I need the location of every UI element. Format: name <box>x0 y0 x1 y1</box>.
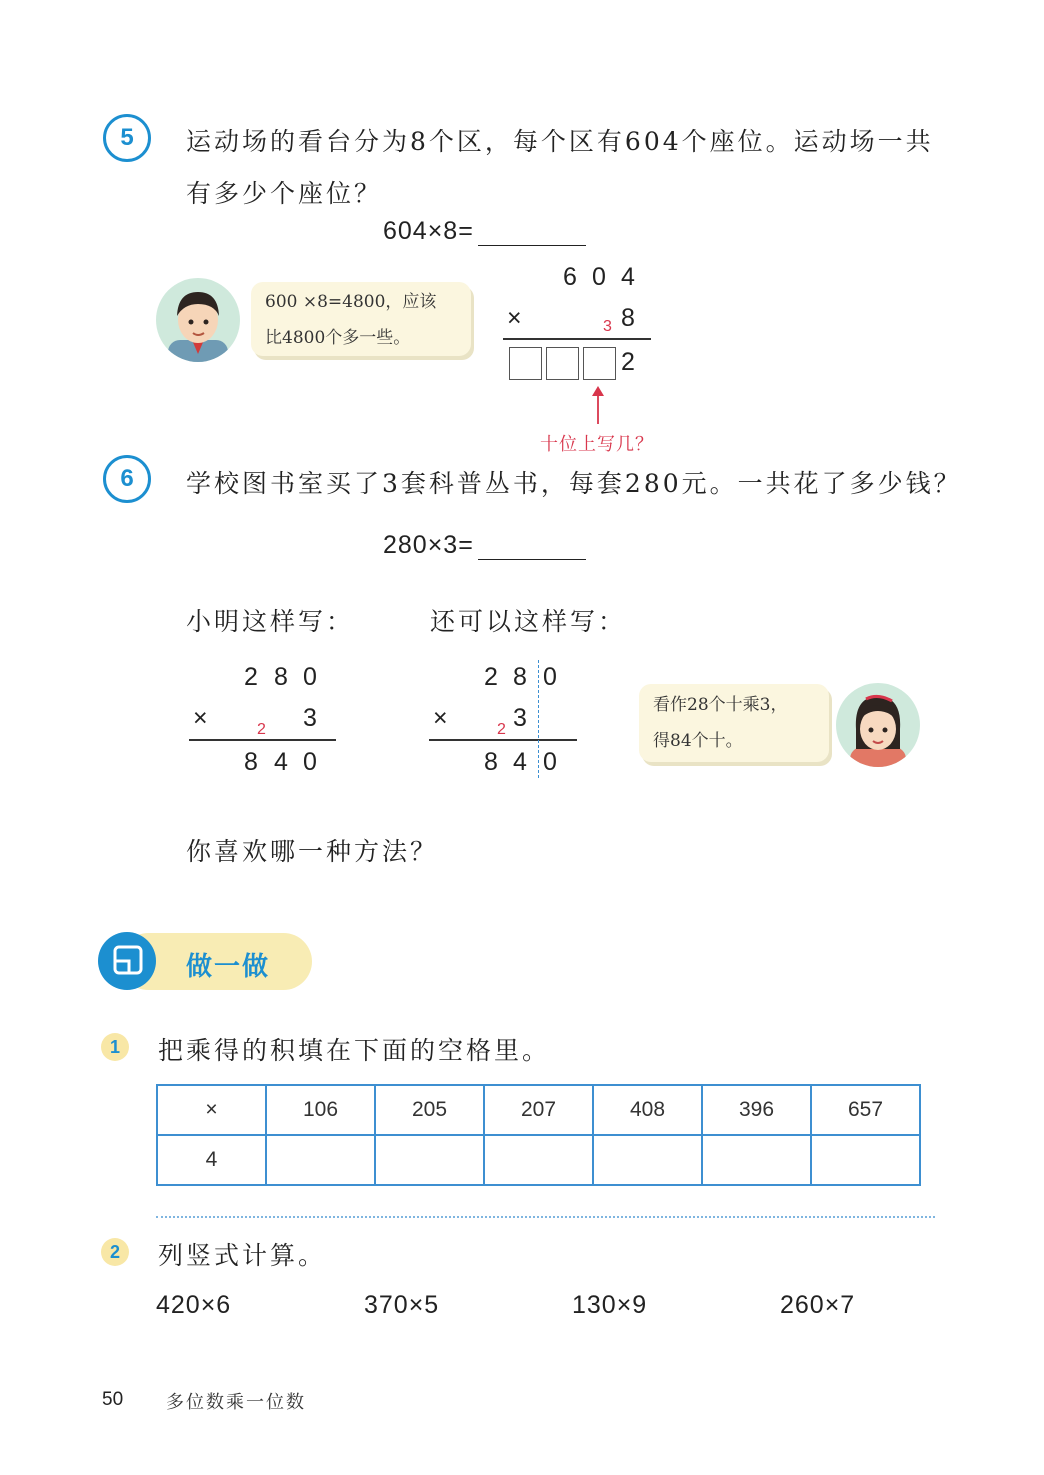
q5-equation-text: 604×8= <box>383 217 474 245</box>
exercise-2-item-3: 130×9 <box>572 1291 648 1319</box>
q6-calc2-line <box>429 739 577 741</box>
girl-face-icon <box>836 683 920 767</box>
table-header-cell: 396 <box>702 1085 811 1135</box>
exercise-number-1: 1 <box>101 1033 129 1061</box>
q5-multiplier-digit: 8 <box>621 304 635 332</box>
q6-calc2-top-2: 8 <box>513 663 527 691</box>
exercise-2-text: 列竖式计算。 <box>158 1241 327 1270</box>
product-table <box>156 1084 921 1186</box>
q6-calc1-top-1: 2 <box>244 663 258 691</box>
q6-calc2-multiplier: 3 <box>513 704 527 732</box>
q6-calc1-result-1: 8 <box>244 748 258 776</box>
q6-calc2-top-1: 2 <box>484 663 498 691</box>
q5-result-last-digit: 2 <box>621 348 635 376</box>
q5-speech-bubble <box>251 282 471 356</box>
q6-calc2-multiply-sign: × <box>433 704 448 732</box>
q6-calc2-top-3: 0 <box>543 663 557 691</box>
practice-badge <box>98 932 156 990</box>
q6-calc2-result-2: 4 <box>513 748 527 776</box>
q5-bubble-line2: 比4800个多一些。 <box>265 328 411 348</box>
table-header-cell: 657 <box>811 1085 920 1135</box>
table-answer-cell[interactable] <box>811 1135 920 1185</box>
table-row-label: 4 <box>157 1135 266 1185</box>
q5-answer-box-3[interactable] <box>583 347 616 380</box>
q6-calc1-top-2: 8 <box>274 663 288 691</box>
q6-calc2-carry: 2 <box>497 721 506 738</box>
boy-face-icon <box>156 278 240 362</box>
q6-bubble-line1: 看作28个十乘3， <box>653 695 788 715</box>
table-row <box>157 1085 920 1135</box>
section-divider <box>156 1216 935 1218</box>
q6-method1-label: 小明这样写： <box>186 607 355 636</box>
table-answer-cell[interactable] <box>375 1135 484 1185</box>
q5-top-digit-3: 4 <box>621 263 635 291</box>
exercise-2-item-1: 420×6 <box>156 1291 232 1319</box>
practice-pencil-box-icon <box>98 932 156 990</box>
q5-bubble-line1: 600 ×8=4800，应该 <box>265 292 437 312</box>
page-number: 50 <box>102 1389 124 1410</box>
q5-top-digit-2: 0 <box>592 263 606 291</box>
q6-calc1-line <box>189 739 336 741</box>
q6-calc1-multiplier: 3 <box>303 704 317 732</box>
exercise-number-2: 2 <box>101 1238 129 1266</box>
practice-title: 做一做 <box>186 952 271 982</box>
exercise-2-item-4: 260×7 <box>780 1291 856 1319</box>
q6-calc2-result-3: 0 <box>543 748 557 776</box>
q6-calc1-multiply-sign: × <box>193 704 208 732</box>
question-number-5: 5 <box>103 114 151 162</box>
q6-answer-blank[interactable] <box>478 537 586 560</box>
exercise-2-item-2: 370×5 <box>364 1291 440 1319</box>
girl-avatar <box>836 683 920 767</box>
table-header-cell: 106 <box>266 1085 375 1135</box>
table-row <box>157 1135 920 1185</box>
q5-carry-digit: 3 <box>603 318 612 335</box>
table-header-cell: 207 <box>484 1085 593 1135</box>
table-header-cell: × <box>157 1085 266 1135</box>
table-answer-cell[interactable] <box>266 1135 375 1185</box>
q5-equation <box>383 217 586 246</box>
q5-text-line2: 有多少个座位？ <box>186 179 383 208</box>
table-answer-cell[interactable] <box>484 1135 593 1185</box>
q6-calc1-top-3: 0 <box>303 663 317 691</box>
table-answer-cell[interactable] <box>593 1135 702 1185</box>
q5-answer-box-1[interactable] <box>509 347 542 380</box>
table-header-cell: 408 <box>593 1085 702 1135</box>
chapter-title: 多位数乘一位数 <box>166 1392 306 1413</box>
q5-multiply-sign: × <box>507 304 522 332</box>
q6-text: 学校图书室买了3套科普丛书，每套280元。一共花了多少钱？ <box>186 469 962 498</box>
q6-speech-bubble <box>639 684 829 762</box>
q6-calc1-result-3: 0 <box>303 748 317 776</box>
q5-top-digit-1: 6 <box>563 263 577 291</box>
exercise-1-text: 把乘得的积填在下面的空格里。 <box>158 1036 551 1065</box>
q6-calc1-carry: 2 <box>257 721 266 738</box>
q6-equation-text: 280×3= <box>383 531 474 559</box>
q6-question: 你喜欢哪一种方法？ <box>186 837 439 866</box>
boy-avatar <box>156 278 240 362</box>
q6-calc2-dashed-divider <box>538 660 539 778</box>
q5-hint-arrow-icon <box>590 386 606 426</box>
q6-calc1-result-2: 4 <box>274 748 288 776</box>
q6-method2-label: 还可以这样写： <box>430 607 627 636</box>
q5-answer-blank[interactable] <box>478 223 586 246</box>
q5-text-line1: 运动场的看台分为8个区，每个区有604个座位。运动场一共 <box>186 127 934 156</box>
q6-equation <box>383 531 586 560</box>
q6-bubble-line2: 得84个十。 <box>653 731 743 751</box>
table-answer-cell[interactable] <box>702 1135 811 1185</box>
q5-calc-line <box>503 338 651 340</box>
q5-answer-box-2[interactable] <box>546 347 579 380</box>
q6-calc2-result-1: 8 <box>484 748 498 776</box>
q5-hint-text: 十位上写几？ <box>540 434 654 455</box>
question-number-6: 6 <box>103 455 151 503</box>
table-header-cell: 205 <box>375 1085 484 1135</box>
